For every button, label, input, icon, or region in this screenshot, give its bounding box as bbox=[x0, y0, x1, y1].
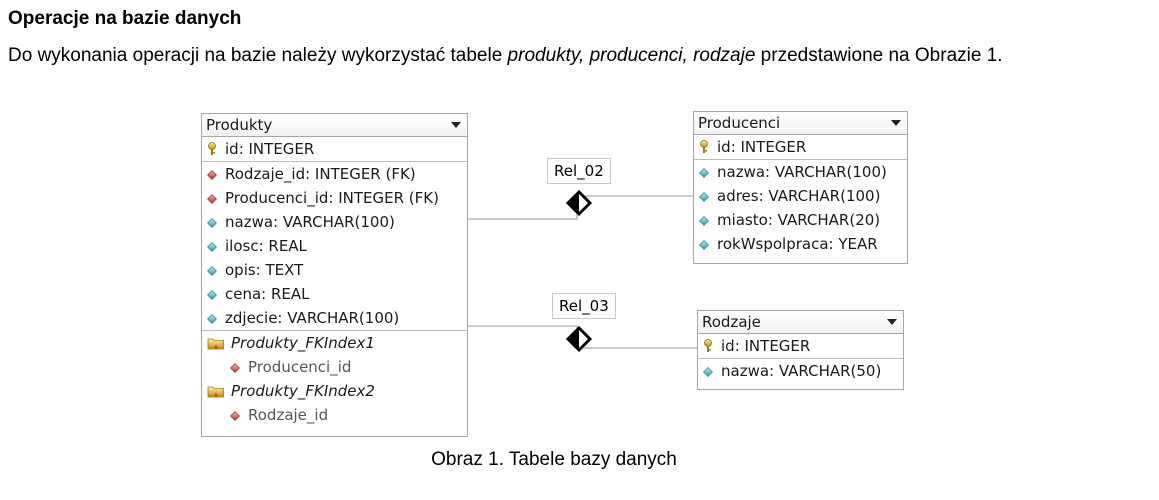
column-row: miasto: VARCHAR(20) bbox=[694, 208, 907, 232]
dropdown-arrow-icon[interactable] bbox=[887, 319, 897, 325]
column-row: nazwa: VARCHAR(100) bbox=[694, 159, 907, 184]
intro-table-names: produkty, producenci, rodzaje bbox=[507, 45, 756, 66]
column-row: Rodzaje_id: INTEGER (FK) bbox=[202, 161, 467, 186]
index-column-row: Producenci_id bbox=[202, 355, 467, 379]
column-row: zdjecie: VARCHAR(100) bbox=[202, 306, 467, 330]
column-row: nazwa: VARCHAR(50) bbox=[698, 358, 903, 383]
foreign-key-icon bbox=[230, 363, 240, 373]
relation-label-rel-03: Rel_03 bbox=[552, 293, 616, 319]
rel-03-diamond-icon bbox=[567, 327, 591, 351]
dropdown-arrow-icon[interactable] bbox=[451, 122, 461, 128]
relation-label-rel-02: Rel_02 bbox=[547, 158, 611, 184]
column-icon bbox=[699, 168, 709, 178]
index-folder-icon bbox=[207, 384, 225, 398]
column-row: ilosc: REAL bbox=[202, 234, 467, 258]
table-header-produkty[interactable] bbox=[202, 114, 467, 137]
foreign-key-icon bbox=[207, 194, 217, 204]
section-heading: Operacje na bazie danych bbox=[8, 8, 242, 29]
foreign-key-icon bbox=[230, 411, 240, 421]
column-icon bbox=[207, 266, 217, 276]
table-header-rodzaje[interactable] bbox=[698, 311, 903, 334]
primary-key-icon bbox=[703, 339, 713, 353]
figure-caption: Obraz 1. Tabele bazy danych bbox=[431, 449, 677, 470]
table-title: Producenci bbox=[698, 114, 781, 132]
index-row: Produkty_FKIndex1 bbox=[202, 330, 467, 355]
column-row: id: INTEGER bbox=[694, 135, 907, 159]
column-row: Producenci_id: INTEGER (FK) bbox=[202, 186, 467, 210]
table-title: Rodzaje bbox=[702, 313, 761, 331]
column-icon bbox=[207, 314, 217, 324]
intro-text-before: Do wykonania operacji na bazie należy wykorzystać tabele bbox=[8, 45, 508, 66]
foreign-key-icon bbox=[207, 170, 217, 180]
column-row: rokWspolpraca: YEAR bbox=[694, 232, 907, 256]
table-title: Produkty bbox=[206, 116, 273, 134]
column-row: nazwa: VARCHAR(100) bbox=[202, 210, 467, 234]
index-row: Produkty_FKIndex2 bbox=[202, 379, 467, 403]
dropdown-arrow-icon[interactable] bbox=[891, 120, 901, 126]
column-row: adres: VARCHAR(100) bbox=[694, 184, 907, 208]
column-icon bbox=[207, 290, 217, 300]
primary-key-icon bbox=[699, 140, 709, 154]
column-icon bbox=[699, 216, 709, 226]
table-rodzaje[interactable] bbox=[697, 310, 904, 390]
column-row: opis: TEXT bbox=[202, 258, 467, 282]
index-column-row: Rodzaje_id bbox=[202, 403, 467, 427]
table-producenci[interactable] bbox=[693, 111, 908, 264]
rel-02-diamond-icon bbox=[567, 191, 591, 215]
column-row: cena: REAL bbox=[202, 282, 467, 306]
column-row: id: INTEGER bbox=[202, 137, 467, 161]
column-row: id: INTEGER bbox=[698, 334, 903, 358]
intro-text-after: przedstawione na Obrazie 1. bbox=[755, 45, 1003, 66]
column-icon bbox=[703, 367, 713, 377]
column-icon bbox=[699, 240, 709, 250]
column-icon bbox=[207, 242, 217, 252]
primary-key-icon bbox=[207, 142, 217, 156]
column-icon bbox=[207, 218, 217, 228]
table-header-producenci[interactable] bbox=[694, 112, 907, 135]
table-produkty[interactable] bbox=[201, 113, 468, 437]
index-folder-icon bbox=[207, 336, 225, 350]
column-icon bbox=[699, 192, 709, 202]
